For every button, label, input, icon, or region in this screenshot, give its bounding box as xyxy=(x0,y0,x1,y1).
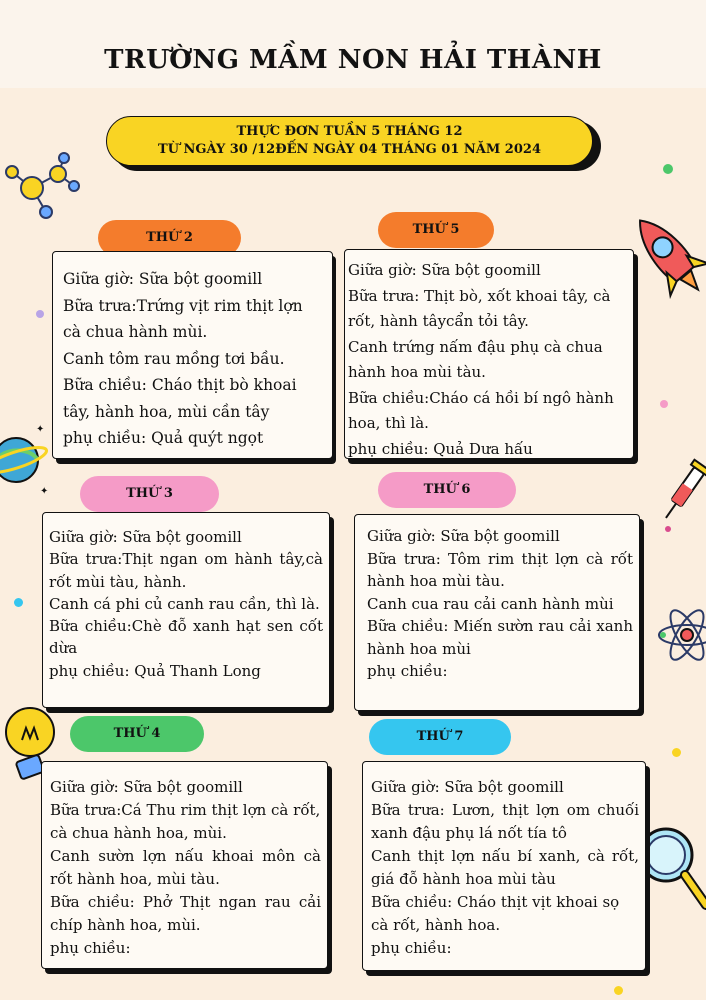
day-pill-thu-5: THỨ 5 xyxy=(378,212,494,248)
card-line-lunch: Bữa trưa:Cá Thu rim thịt lợn cà rốt, cà chua hành hoa, mùi. xyxy=(50,801,321,842)
card-line-afternoon: Bữa chiều: Cháo thịt bò khoai tây, hành hoa, mùi cần tây xyxy=(63,376,297,421)
card-line-dessert: phụ chiều: xyxy=(367,662,448,680)
card-line-snack: Giữa giờ: Sữa bột goomill xyxy=(50,778,243,796)
card-line-lunch: Bữa trưa: Thịt bò, xốt khoai tây, cà rốt, hành tâycẩn tỏi tây. xyxy=(348,286,611,330)
card-line-dessert: phụ chiều: xyxy=(50,939,131,957)
card-line-lunch: Bữa trưa:Thịt ngan om hành tây,cà rốt mùi tàu, hành. xyxy=(49,550,323,591)
menu-card-thu-6 xyxy=(354,514,640,711)
card-line-soup: Canh sườn lợn nấu khoai môn cà rốt hành hoa, mùi tàu. xyxy=(50,847,321,888)
school-name: TRƯỜNG MẦM NON HẢI THÀNH xyxy=(104,45,602,75)
day-pill-thu-4: THỨ 4 xyxy=(70,716,204,752)
menu-card-thu-5 xyxy=(344,249,634,459)
menu-title-banner xyxy=(106,116,593,166)
rocket-icon xyxy=(632,205,706,305)
planet-icon xyxy=(0,418,50,498)
card-line-dessert: phụ chiều: Quả Dưa hấu xyxy=(348,439,533,458)
card-line-afternoon: Bữa chiều: Phở Thịt ngan rau cải chíp hành hoa, mùi. xyxy=(50,893,321,934)
dot-decoration xyxy=(660,400,668,408)
card-line-lunch: Bữa trưa: Tôm rim thịt lợn cà rốt hành hoa mùi tàu. xyxy=(367,549,633,590)
dot-decoration xyxy=(663,164,673,174)
card-line-dessert: phụ chiều: Quả Thanh Long xyxy=(49,661,261,680)
day-pill-thu-3: THỨ 3 xyxy=(80,476,219,512)
card-line-lunch: Bữa trưa:Trứng vịt rim thịt lợn cà chua hành mùi. xyxy=(63,296,303,341)
menu-card-thu-4 xyxy=(41,761,328,969)
molecule-icon xyxy=(0,150,90,230)
menu-title-line1: THỰC ĐƠN TUẦN 5 THÁNG 12 xyxy=(236,124,463,139)
card-line-soup: Canh cua rau cải canh hành mùi xyxy=(367,594,614,613)
card-line-soup: Canh trứng nấm đậu phụ cà chua hành hoa mùi tàu. xyxy=(348,337,603,381)
card-line-soup: Canh cá phi củ canh rau cần, thì là. xyxy=(49,594,320,613)
day-pill-thu-2: THỨ 2 xyxy=(98,220,241,256)
card-line-dessert: phụ chiều: xyxy=(371,939,452,957)
card-line-afternoon: Bữa chiều:Chè đỗ xanh hạt sen cốt dừa xyxy=(49,617,323,658)
card-line-afternoon: Bữa chiều: Cháo thịt vịt khoai sọ cà rốt, hành hoa. xyxy=(371,893,620,934)
card-line-soup: Canh tôm rau mồng tơi bầu. xyxy=(63,349,285,368)
card-line-snack: Giữa giờ: Sữa bột goomill xyxy=(63,270,263,288)
card-line-snack: Giữa giờ: Sữa bột goomill xyxy=(49,528,242,546)
syringe-icon xyxy=(658,455,706,535)
card-line-snack: Giữa giờ: Sữa bột goomill xyxy=(367,527,560,545)
day-pill-thu-6: THỨ 6 xyxy=(378,472,516,508)
card-line-soup: Canh thịt lợn nấu bí xanh, cà rốt, giá đỗ hành hoa mùi tàu xyxy=(371,847,639,888)
menu-title-line2: TỪ NGÀY 30 /12ĐẾN NGÀY 04 THÁNG 01 NĂM 2024 xyxy=(158,142,541,157)
svg-text:✦: ✦ xyxy=(40,486,49,497)
menu-card-thu-2 xyxy=(52,251,333,459)
menu-card-thu-7 xyxy=(362,761,646,971)
card-line-snack: Giữa giờ: Sữa bột goomill xyxy=(348,261,541,279)
dot-decoration xyxy=(36,310,44,318)
dot-decoration xyxy=(14,598,23,607)
day-pill-thu-7: THỨ 7 xyxy=(369,719,511,755)
card-line-dessert: phụ chiều: Quả quýt ngọt xyxy=(63,429,264,447)
card-line-afternoon: Bữa chiều:Cháo cá hồi bí ngô hành hoa, thì là. xyxy=(348,388,614,432)
card-line-afternoon: Bữa chiều: Miến sườn rau cải xanh hành hoa mùi xyxy=(367,617,633,658)
svg-text:✦: ✦ xyxy=(36,424,45,435)
card-line-lunch: Bữa trưa: Lươn, thịt lợn om chuối xanh đậu phụ lá nốt tía tô xyxy=(371,801,639,842)
atom-icon xyxy=(655,595,706,675)
dot-decoration xyxy=(614,986,623,995)
dot-decoration xyxy=(672,748,681,757)
card-line-snack: Giữa giờ: Sữa bột goomill xyxy=(371,778,564,796)
menu-card-thu-3 xyxy=(42,512,330,708)
